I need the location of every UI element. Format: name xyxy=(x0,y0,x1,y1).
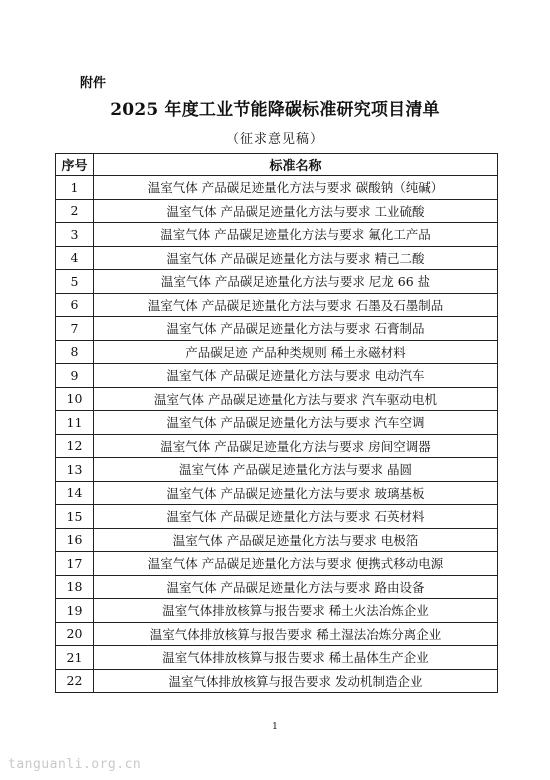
table-header-row xyxy=(56,154,498,176)
row-number: 5 xyxy=(56,270,94,294)
row-number: 16 xyxy=(56,528,94,552)
table-row xyxy=(56,575,498,599)
row-number: 10 xyxy=(56,387,94,411)
table-row xyxy=(56,387,498,411)
row-number: 20 xyxy=(56,622,94,646)
table-row xyxy=(56,317,498,341)
row-number: 12 xyxy=(56,434,94,458)
attachment-label: 附件 xyxy=(80,76,107,91)
row-number: 8 xyxy=(56,340,94,364)
table-row xyxy=(56,505,498,529)
table-row xyxy=(56,481,498,505)
table-row xyxy=(56,434,498,458)
table-row xyxy=(56,246,498,270)
table-row xyxy=(56,223,498,247)
standard-name: 温室气体 产品碳足迹量化方法与要求 石英材料 xyxy=(94,505,498,529)
standard-name: 温室气体 产品碳足迹量化方法与要求 石墨及石墨制品 xyxy=(94,293,498,317)
table-row xyxy=(56,528,498,552)
row-number: 21 xyxy=(56,646,94,670)
table-row xyxy=(56,293,498,317)
table-row xyxy=(56,340,498,364)
standard-name: 温室气体 产品碳足迹量化方法与要求 玻璃基板 xyxy=(94,481,498,505)
row-number: 17 xyxy=(56,552,94,576)
table-row xyxy=(56,646,498,670)
row-number: 11 xyxy=(56,411,94,435)
column-header-standard-name: 标准名称 xyxy=(94,154,498,176)
standard-name: 温室气体 产品碳足迹量化方法与要求 电极箔 xyxy=(94,528,498,552)
row-number: 22 xyxy=(56,669,94,693)
table-body xyxy=(56,176,498,693)
table-row xyxy=(56,552,498,576)
table-row xyxy=(56,176,498,200)
standard-name: 温室气体 产品碳足迹量化方法与要求 工业硫酸 xyxy=(94,199,498,223)
row-number: 4 xyxy=(56,246,94,270)
draft-subtitle: （征求意见稿） xyxy=(225,132,324,147)
page-title: 2025 年度工业节能降碳标准研究项目清单 xyxy=(110,100,440,120)
watermark: tanguanli.org.cn xyxy=(8,757,142,772)
table-row xyxy=(56,270,498,294)
standard-name: 温室气体 产品碳足迹量化方法与要求 尼龙 66 盐 xyxy=(94,270,498,294)
table-row xyxy=(56,599,498,623)
row-number: 19 xyxy=(56,599,94,623)
standard-name: 温室气体 产品碳足迹量化方法与要求 电动汽车 xyxy=(94,364,498,388)
standard-name: 温室气体排放核算与报告要求 稀土湿法冶炼分离企业 xyxy=(94,622,498,646)
row-number: 13 xyxy=(56,458,94,482)
row-number: 3 xyxy=(56,223,94,247)
row-number: 14 xyxy=(56,481,94,505)
standard-name: 温室气体 产品碳足迹量化方法与要求 便携式移动电源 xyxy=(94,552,498,576)
row-number: 1 xyxy=(56,176,94,200)
standard-name: 温室气体 产品碳足迹量化方法与要求 汽车驱动电机 xyxy=(94,387,498,411)
standard-name: 温室气体 产品碳足迹量化方法与要求 碳酸钠（纯碱） xyxy=(94,176,498,200)
standard-name: 温室气体 产品碳足迹量化方法与要求 氟化工产品 xyxy=(94,223,498,247)
page-number: 1 xyxy=(272,722,278,732)
row-number: 2 xyxy=(56,199,94,223)
table-row xyxy=(56,364,498,388)
standard-name: 温室气体 产品碳足迹量化方法与要求 路由设备 xyxy=(94,575,498,599)
standard-name: 温室气体 产品碳足迹量化方法与要求 房间空调器 xyxy=(94,434,498,458)
row-number: 7 xyxy=(56,317,94,341)
standard-name: 温室气体排放核算与报告要求 稀土火法冶炼企业 xyxy=(94,599,498,623)
standard-name: 温室气体 产品碳足迹量化方法与要求 石膏制品 xyxy=(94,317,498,341)
column-header-number: 序号 xyxy=(56,154,94,176)
standard-name: 温室气体 产品碳足迹量化方法与要求 晶圆 xyxy=(94,458,498,482)
table-row xyxy=(56,458,498,482)
standards-table xyxy=(55,153,498,693)
row-number: 15 xyxy=(56,505,94,529)
standard-name: 产品碳足迹 产品种类规则 稀土永磁材料 xyxy=(94,340,498,364)
table-row xyxy=(56,199,498,223)
table-row xyxy=(56,411,498,435)
standard-name: 温室气体排放核算与报告要求 稀土晶体生产企业 xyxy=(94,646,498,670)
row-number: 9 xyxy=(56,364,94,388)
row-number: 6 xyxy=(56,293,94,317)
table-row xyxy=(56,669,498,693)
table-row xyxy=(56,622,498,646)
standard-name: 温室气体 产品碳足迹量化方法与要求 汽车空调 xyxy=(94,411,498,435)
row-number: 18 xyxy=(56,575,94,599)
standard-name: 温室气体排放核算与报告要求 发动机制造企业 xyxy=(94,669,498,693)
standard-name: 温室气体 产品碳足迹量化方法与要求 精己二酸 xyxy=(94,246,498,270)
